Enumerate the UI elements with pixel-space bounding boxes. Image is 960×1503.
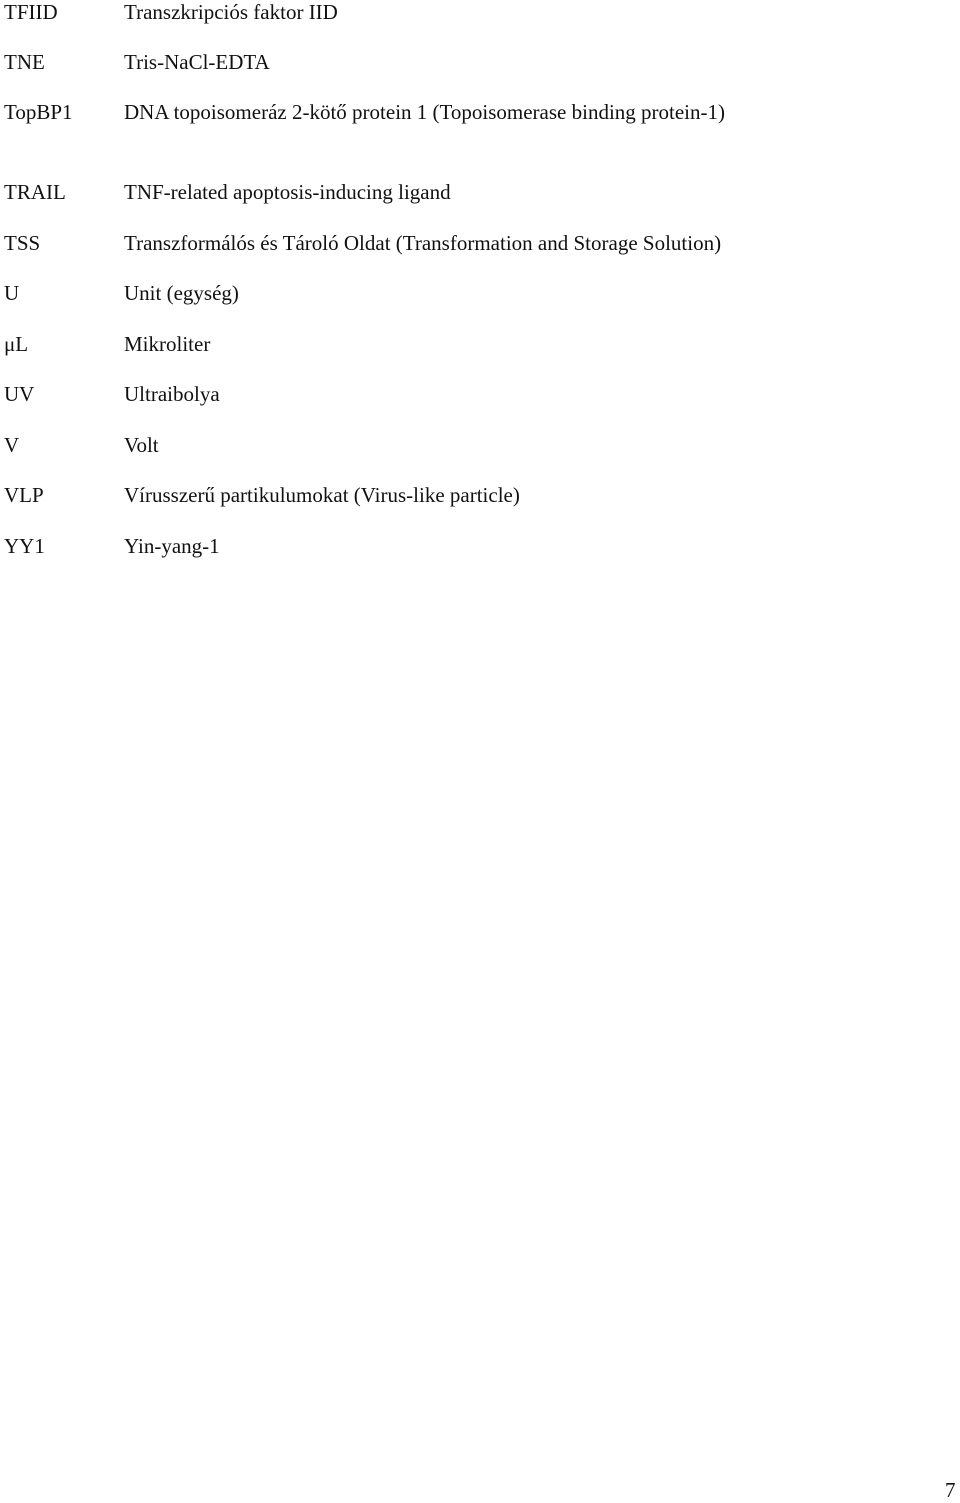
abbreviation: TopBP1 <box>4 100 73 124</box>
abbreviation: UV <box>4 382 35 406</box>
definition: Yin-yang-1 <box>124 534 220 558</box>
abbreviation: μL <box>4 332 29 356</box>
definition: Transzkripciós faktor IID <box>124 0 338 24</box>
abbreviation: TFIID <box>4 0 58 24</box>
definition: Vírusszerű partikulumokat (Virus-like particle) <box>124 483 520 507</box>
definition: Unit (egység) <box>124 281 239 305</box>
definition: Transzformálós és Tároló Oldat (Transformation and Storage Solution) <box>124 231 722 255</box>
definition: Volt <box>124 433 159 457</box>
definition: DNA topoisomeráz 2-kötő protein 1 (Topoisomerase binding protein-1) <box>124 100 725 124</box>
abbreviation: VLP <box>4 483 44 507</box>
abbreviation: TSS <box>4 231 41 255</box>
definition: TNF-related apoptosis-inducing ligand <box>124 180 451 204</box>
page-number: 7 <box>945 1478 956 1502</box>
definition: Ultraibolya <box>124 382 220 406</box>
abbreviation: TRAIL <box>4 180 66 204</box>
abbreviation: U <box>4 281 20 305</box>
abbreviation: TNE <box>4 50 45 74</box>
abbreviation: YY1 <box>4 534 45 558</box>
definition: Mikroliter <box>124 332 211 356</box>
abbreviation: V <box>4 433 20 457</box>
definition: Tris-NaCl-EDTA <box>124 50 270 74</box>
